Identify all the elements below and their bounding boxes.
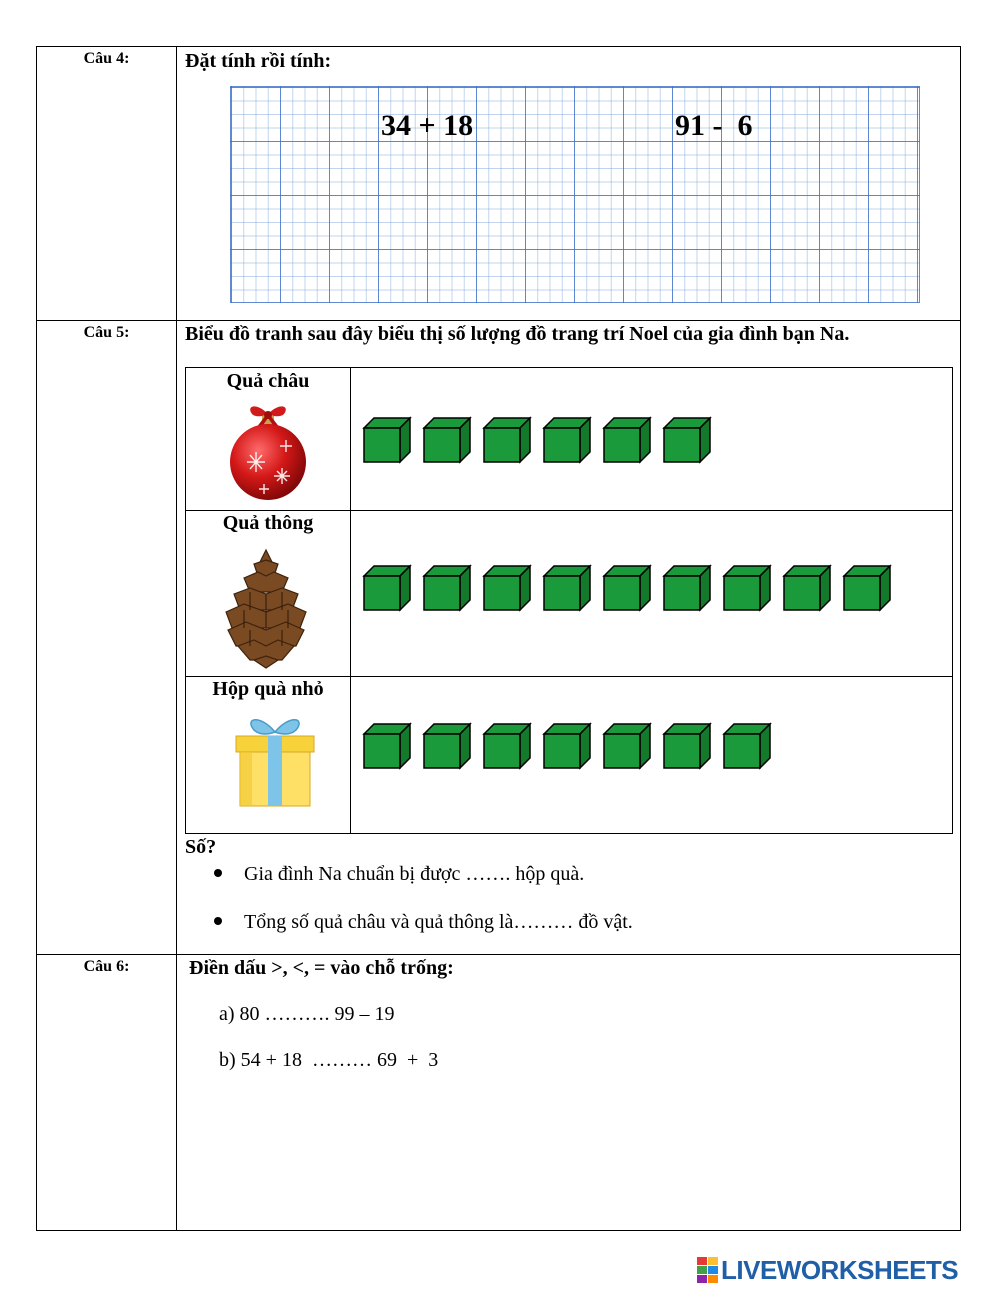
item-name-gift-box: Hộp quà nhỏ: [212, 678, 324, 700]
cube-icon: [362, 564, 422, 612]
bullet-text-1: Gia đình Na chuẩn bị được ……. hộp quà.: [244, 863, 585, 885]
cube-icon: [422, 722, 482, 770]
question-4-title: Đặt tính rồi tính:: [185, 50, 332, 72]
cube-icon: [542, 564, 602, 612]
cube-icon: [662, 722, 722, 770]
cube-row-pine-cone: [362, 564, 902, 612]
question-6-title: Điền dấu >, <, = vào chỗ trống:: [189, 957, 454, 979]
cube-icon: [362, 722, 422, 770]
question-5-label: Câu 5:: [83, 324, 130, 341]
pictograph-table: [185, 367, 953, 834]
cube-row-ornament: [362, 416, 722, 464]
cube-icon: [602, 416, 662, 464]
bullet-text-2: Tổng số quả châu và quả thông là……… đồ vật.: [244, 911, 633, 933]
question-4-label: Câu 4:: [83, 50, 130, 67]
liveworksheets-logo[interactable]: [697, 1255, 958, 1285]
cube-icon: [362, 416, 422, 464]
cube-icon: [842, 564, 902, 612]
cube-icon: [782, 564, 842, 612]
question-6-label: Câu 6:: [83, 958, 130, 975]
cube-row-gift-box: [362, 722, 782, 770]
pine-cone-icon: [216, 546, 316, 675]
cube-icon: [722, 564, 782, 612]
question-5-title: Biểu đồ tranh sau đây biểu thị số lượng đồ trang trí Noel của gia đình bạn Na.: [185, 323, 850, 345]
cube-icon: [542, 722, 602, 770]
so-label: Số?: [185, 836, 217, 858]
bullet-item: [214, 911, 633, 934]
comparison-b: b) 54 + 18 ……… 69 + 3: [219, 1049, 439, 1071]
brand-name: LIVEWORKSHEETS: [721, 1254, 959, 1285]
cube-icon: [482, 564, 542, 612]
item-name-ornament: Quả châu: [226, 370, 310, 392]
gift-box-icon: [230, 712, 320, 815]
ornament-ball-icon: [226, 400, 310, 507]
comparison-a: a) 80 ………. 99 – 19: [219, 1003, 395, 1025]
cube-icon: [542, 416, 602, 464]
worksheet-table: [36, 46, 961, 1231]
cube-icon: [482, 722, 542, 770]
brand-mark-icon: [697, 1257, 719, 1283]
cube-icon: [602, 564, 662, 612]
cube-icon: [422, 564, 482, 612]
calculation-1: 34 + 18: [381, 109, 474, 142]
item-name-pine-cone: Quả thông: [222, 512, 314, 534]
cube-icon: [722, 722, 782, 770]
cube-icon: [662, 564, 722, 612]
cube-icon: [422, 416, 482, 464]
grid-paper[interactable]: [230, 86, 920, 303]
bullet-item: [214, 863, 584, 886]
cube-icon: [602, 722, 662, 770]
cube-icon: [662, 416, 722, 464]
cube-icon: [482, 416, 542, 464]
calculation-2: 91 - 6: [675, 109, 753, 142]
